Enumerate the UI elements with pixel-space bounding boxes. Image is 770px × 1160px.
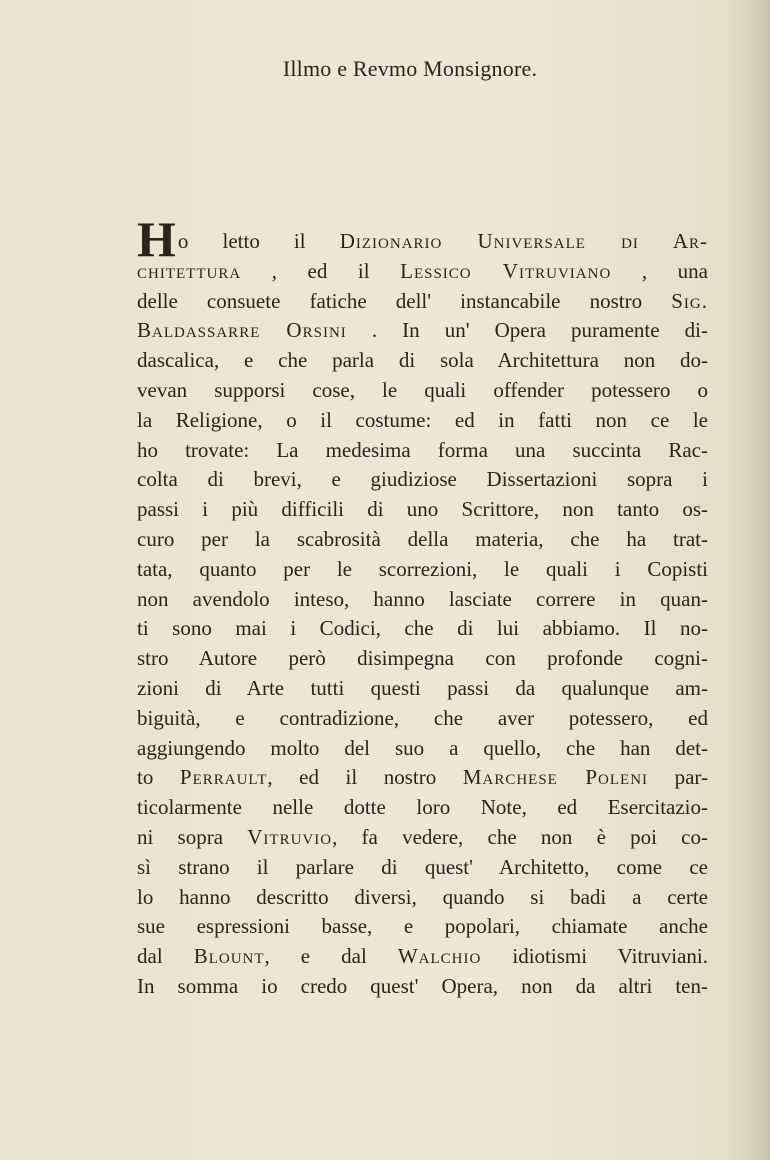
text-line [137,972,708,1002]
text-line [137,436,708,466]
text-segment: la Religione, o il costume: ed in fatti non ce le [137,407,708,432]
small-caps-segment: Baldassarre Orsini [137,318,347,343]
text-segment: tata, quanto per le scorrezioni, le quali i Copisti [137,556,708,581]
text-segment: . In un' Opera puramente di- [346,318,708,343]
text-segment: passi i più difficili di uno Scrittore, non tanto os- [137,497,708,522]
small-caps-segment: Vitruvio [247,824,333,849]
text-segment: delle consuete fatiche dell' instancabile nostro [137,288,672,313]
text-segment: idiotismi Vitruviani. [481,944,708,969]
text-line [137,883,708,913]
text-line [137,823,708,853]
text-segment: ho trovate: La medesima forma una succinta Rac- [137,437,708,462]
text-line [137,614,708,644]
text-line [137,257,708,287]
text-segment: zioni di Arte tutti questi passi da qualunque am- [137,675,708,700]
text-line [137,704,708,734]
text-line [137,942,708,972]
small-caps-segment: Dizionario Universale di Ar- [339,229,708,253]
text-line [137,211,708,267]
text-segment: , e dal [264,944,398,969]
text-segment: dal [137,944,194,969]
text-line [137,376,708,406]
text-segment: ni sopra [137,824,248,849]
text-line [137,763,708,793]
text-line [137,793,708,823]
text-segment: , ed il nostro [267,765,463,790]
small-caps-segment: Marchese Poleni [462,765,649,790]
text-segment: dascalica, e che parla di sola Architettura non do- [137,348,708,373]
text-segment: , ed il [241,258,401,283]
text-segment: lo hanno descritto diversi, quando si badi a certe [137,884,708,909]
text-line [137,674,708,704]
text-line [137,644,708,674]
small-caps-segment: Walchio [397,944,482,969]
text-line [137,912,708,942]
text-segment: ti sono mai i Codici, che di lui abbiamo. Il no- [137,616,708,641]
drop-cap: H [137,211,176,267]
text-line [137,585,708,615]
text-segment: o letto il [177,229,340,253]
text-line [137,853,708,883]
text-line [137,316,708,346]
text-segment: non avendolo inteso, hanno lasciate correre in quan- [137,586,708,611]
text-segment: In somma io credo quest' Opera, non da altri ten- [137,973,708,998]
small-caps-segment: Sig. [671,288,708,313]
text-segment: ticolarmente nelle dotte loro Note, ed Esercitazio- [137,795,708,820]
text-line [137,346,708,376]
text-segment: aggiungendo molto del suo a quello, che han det- [137,735,708,760]
small-caps-segment: Perrault [179,765,268,790]
text-segment: , una [611,258,708,283]
text-segment: vevan supporsi cose, le quali offender potessero o [137,377,708,402]
text-segment: biguità, e contradizione, che aver potessero, ed [137,705,708,730]
text-segment: curo per la scabrosità della materia, che ha trat- [137,526,708,551]
text-segment: par- [648,765,708,790]
text-line [137,287,708,317]
text-segment: stro Autore però disimpegna con profonde cogni- [137,646,708,671]
text-segment: sue espressioni basse, e popolari, chiamate anche [137,914,708,939]
small-caps-segment: Blount [193,944,265,969]
text-segment: colta di brevi, e giudiziose Dissertazioni sopra i [137,467,708,492]
text-line [137,406,708,436]
text-segment: to [137,765,180,790]
text-line [137,734,708,764]
text-line [137,495,708,525]
body-text [137,211,708,1002]
text-line [137,525,708,555]
text-segment: , fa vedere, che non è poi co- [332,824,708,849]
text-segment: sì strano il parlare di quest' Architetto, come ce [137,854,708,879]
text-line [137,465,708,495]
page-heading: Illmo e Revmo Monsignore. [282,56,538,81]
small-caps-segment: Lessico Vitruviano [400,258,612,283]
first-line-text [178,227,708,257]
small-caps-segment: chitettura [137,258,242,283]
text-line [137,555,708,585]
